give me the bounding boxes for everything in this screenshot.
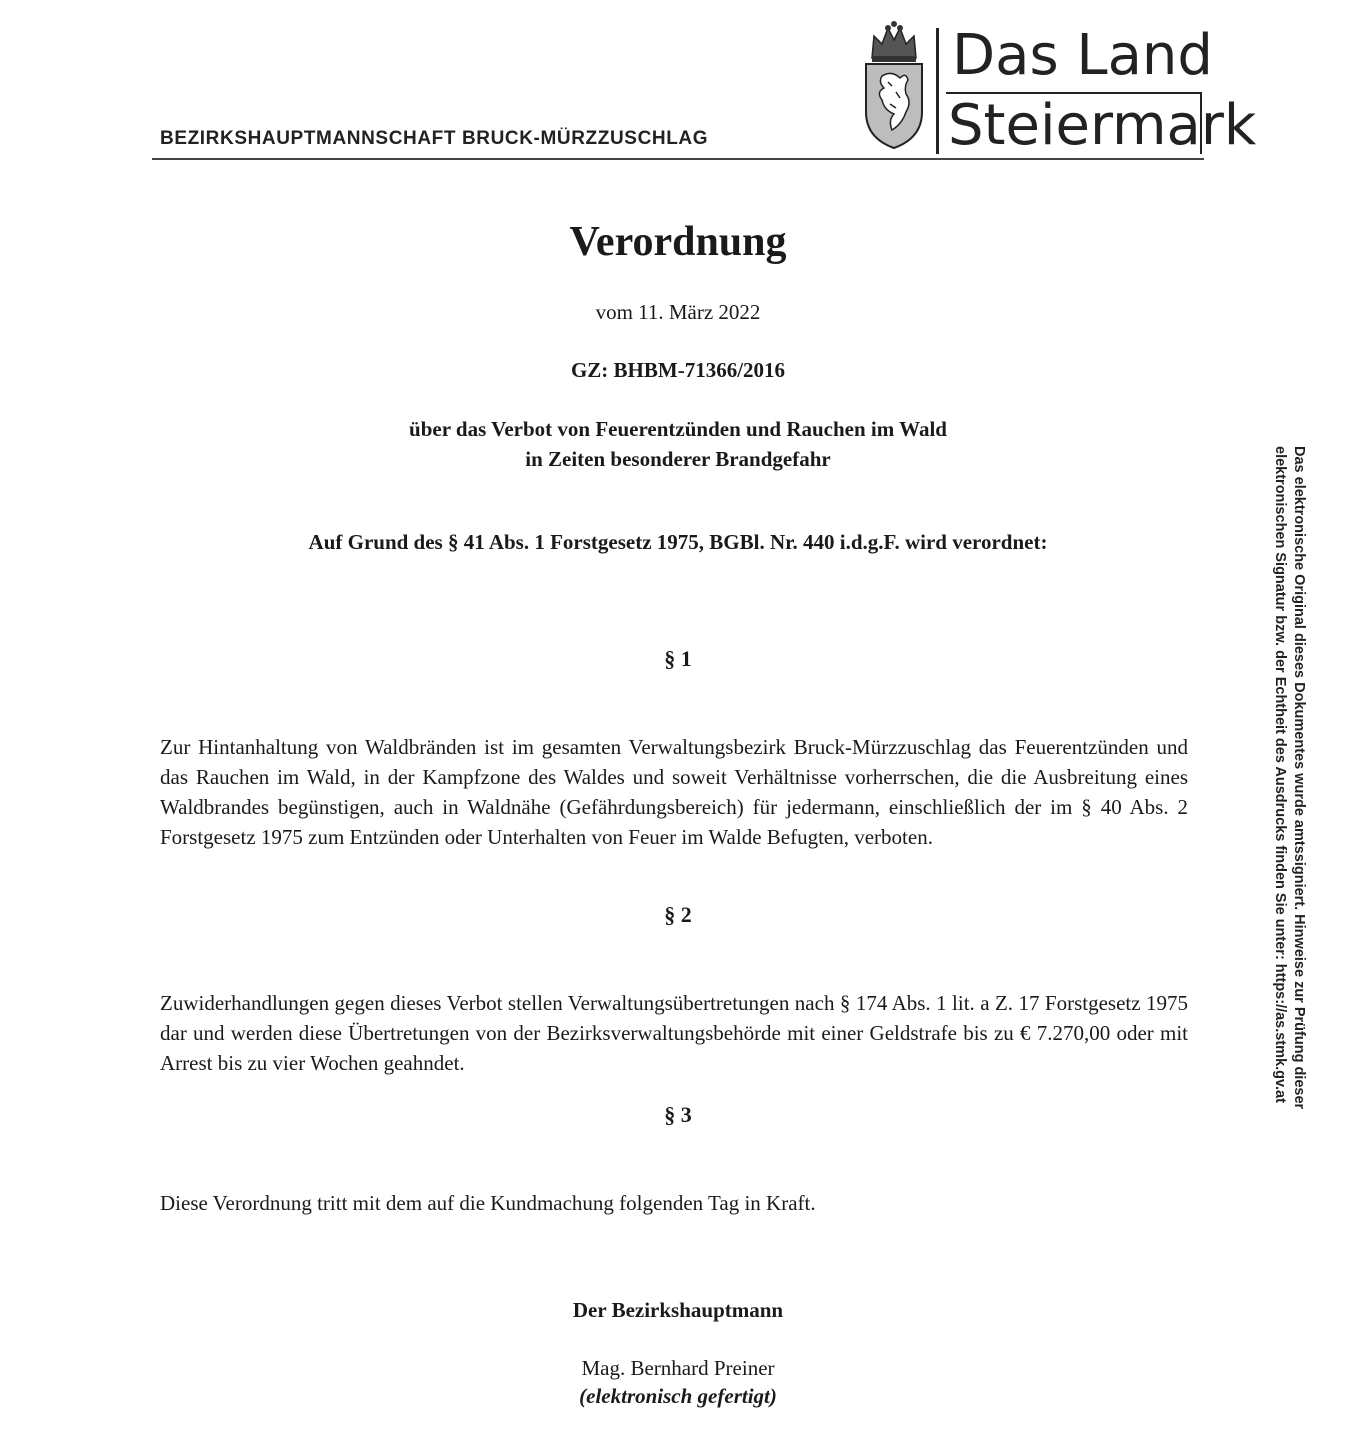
document-subject [152,414,1204,474]
section-1-text: Zur Hintanhaltung von Waldbränden ist im gesamten Verwaltungsbezirk Bruck-Mürzzuschlag das Feuerentzünden und das Rauchen im Wald, in der Kampfzone des Waldes und soweit Verhältnisse vorherrschen, die die Ausbreitung eines Waldbrandes begünstigen, auch in Waldnähe (Gefährdungsbereich) für jedermann, einschließlich der im § 40 Abs. 2 Forstgesetz 1975 zum Entzünden oder Unterhalten von Feuer im Walde Befugten, verboten. [160,735,1188,849]
section-3-heading: § 3 [664,1102,692,1127]
signature-note: (elektronisch gefertigt) [579,1384,777,1408]
side-note-line-1: Das elektronische Original dieses Dokumentes wurde amtssigniert. Hinweise zur Prüfung dieser [1291,446,1307,1110]
brand-name-line2: Steiermark [948,93,1257,158]
signatory-role: Der Bezirkshauptmann [572,1298,784,1322]
authority-name: BEZIRKSHAUPTMANNSCHAFT BRUCK-MÜRZZUSCHLAG [160,128,709,149]
header-divider [152,158,1204,160]
brand-divider [936,28,939,154]
document-reference: GZ: BHBM-71366/2016 [570,358,786,382]
side-note-line-2: elektronischen Signatur bzw. der Echtheit des Ausdrucks finden Sie unter: https://as.stmk.gv.at [1272,446,1288,1103]
legal-basis: Auf Grund des § 41 Abs. 1 Forstgesetz 1975, BGBl. Nr. 440 i.d.g.F. wird verordnet: [308,530,1048,554]
section-2-heading: § 2 [664,902,692,927]
document-title: Verordnung [569,219,787,265]
coat-of-arms-icon [862,20,926,150]
section-1-heading: § 1 [664,646,692,671]
subject-line-1: über das Verbot von Feuerentzünden und Rauchen im Wald [409,417,947,441]
signatory-name: Mag. Bernhard Preiner [581,1356,775,1380]
document-date: vom 11. März 2022 [595,300,761,324]
section-2-text: Zuwiderhandlungen gegen dieses Verbot stellen Verwaltungsübertretungen nach § 174 Abs. 1 lit. a Z. 17 Forstgesetz 1975 dar und werden diese Übertretungen von der Bezirksverwaltungsbehörde mit einer Geldstrafe bis zu € 7.270,00 oder mit Arrest bis zu vier Wochen geahndet. [160,991,1188,1075]
subject-line-2: in Zeiten besonderer Brandgefahr [525,447,831,471]
signature-verification-note [1268,446,1308,1126]
section-3-text: Diese Verordnung tritt mit dem auf die Kundmachung folgenden Tag in Kraft. [160,1191,816,1215]
brand-name-line1: Das Land [952,23,1213,88]
